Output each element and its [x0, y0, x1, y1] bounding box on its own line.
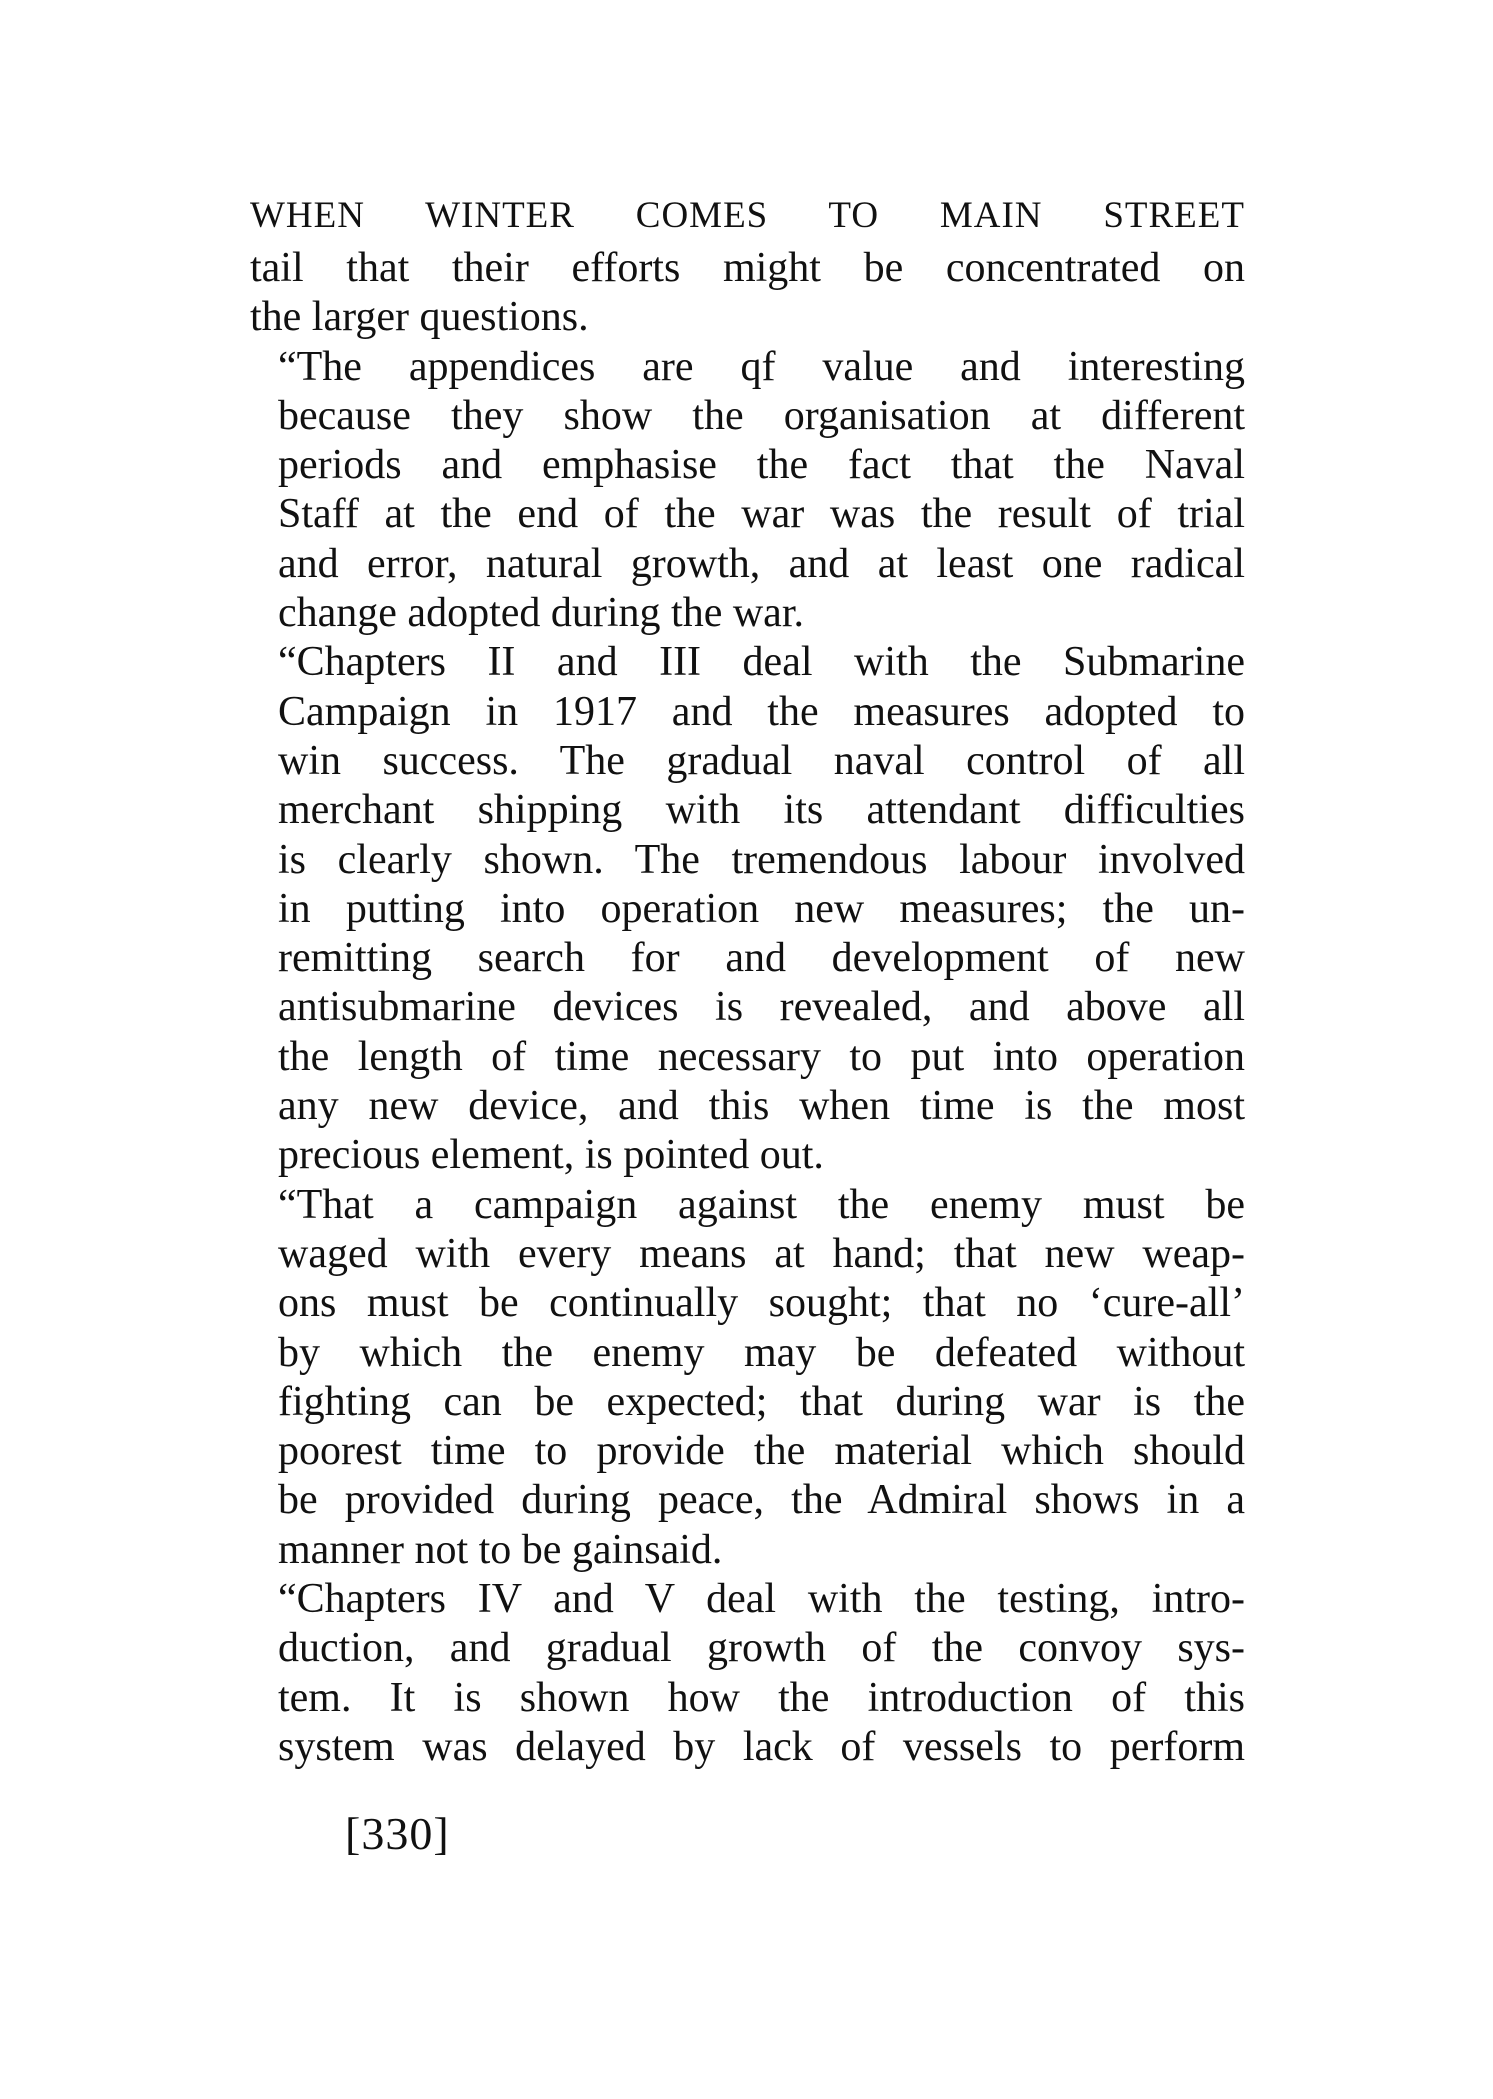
text-line: manner not to be gainsaid.: [278, 1526, 723, 1573]
book-page: [250, 190, 1245, 1970]
text-line: merchant shipping with its attendant difficulties: [278, 787, 1245, 834]
text-line: waged with every means at hand; that new weap-: [278, 1230, 1245, 1277]
text-line: tail that their efforts might be concentrated on: [250, 245, 1245, 291]
text-line: any new device, and this when time is the most: [278, 1083, 1245, 1130]
text-line: in putting into operation new measures; the un-: [278, 885, 1245, 932]
text-line: ons must be continually sought; that no ‘cure-all’: [278, 1280, 1245, 1327]
text-line: “Chapters II and III deal with the Submarine: [278, 639, 1245, 686]
paragraph: [250, 1575, 1245, 1772]
body-text: [250, 244, 1245, 1772]
text-line: the larger questions.: [250, 294, 589, 341]
paragraph: [250, 638, 1245, 1180]
text-line: “Chapters IV and V deal with the testing, intro-: [278, 1576, 1245, 1623]
text-line: precious element, is pointed out.: [278, 1132, 824, 1179]
text-line: remitting search for and development of new: [278, 935, 1245, 982]
text-line: by which the enemy may be defeated without: [278, 1329, 1245, 1376]
running-head: WHEN WINTER COMES TO MAIN STREET: [250, 195, 1245, 236]
text-line: be provided during peace, the Admiral shows in a: [278, 1477, 1245, 1524]
text-line: Staff at the end of the war was the result of trial: [278, 491, 1245, 538]
text-line: and error, natural growth, and at least one radical: [278, 540, 1245, 587]
text-line: Campaign in 1917 and the measures adopted to: [278, 688, 1245, 735]
text-line: tem. It is shown how the introduction of this: [278, 1674, 1245, 1721]
paragraph: [250, 343, 1245, 639]
text-line: “That a campaign against the enemy must be: [278, 1181, 1245, 1228]
text-line: is clearly shown. The tremendous labour involved: [278, 836, 1245, 883]
text-line: system was delayed by lack of vessels to perform: [278, 1723, 1245, 1770]
text-line: fighting can be expected; that during war is the: [278, 1378, 1245, 1425]
text-line: because they show the organisation at different: [278, 392, 1245, 439]
text-line: win success. The gradual naval control of all: [278, 737, 1245, 784]
text-line: “The appendices are qf value and interesting: [278, 343, 1245, 390]
page-number: [330]: [345, 1808, 450, 1859]
paragraph: [250, 244, 1245, 343]
paragraph: [250, 1181, 1245, 1575]
text-line: change adopted during the war.: [278, 590, 804, 637]
text-line: the length of time necessary to put into operation: [278, 1033, 1245, 1080]
text-line: periods and emphasise the fact that the Naval: [278, 442, 1245, 489]
text-line: duction, and gradual growth of the convoy sys-: [278, 1625, 1245, 1672]
text-line: antisubmarine devices is revealed, and above all: [278, 984, 1245, 1031]
text-line: poorest time to provide the material which should: [278, 1428, 1245, 1475]
